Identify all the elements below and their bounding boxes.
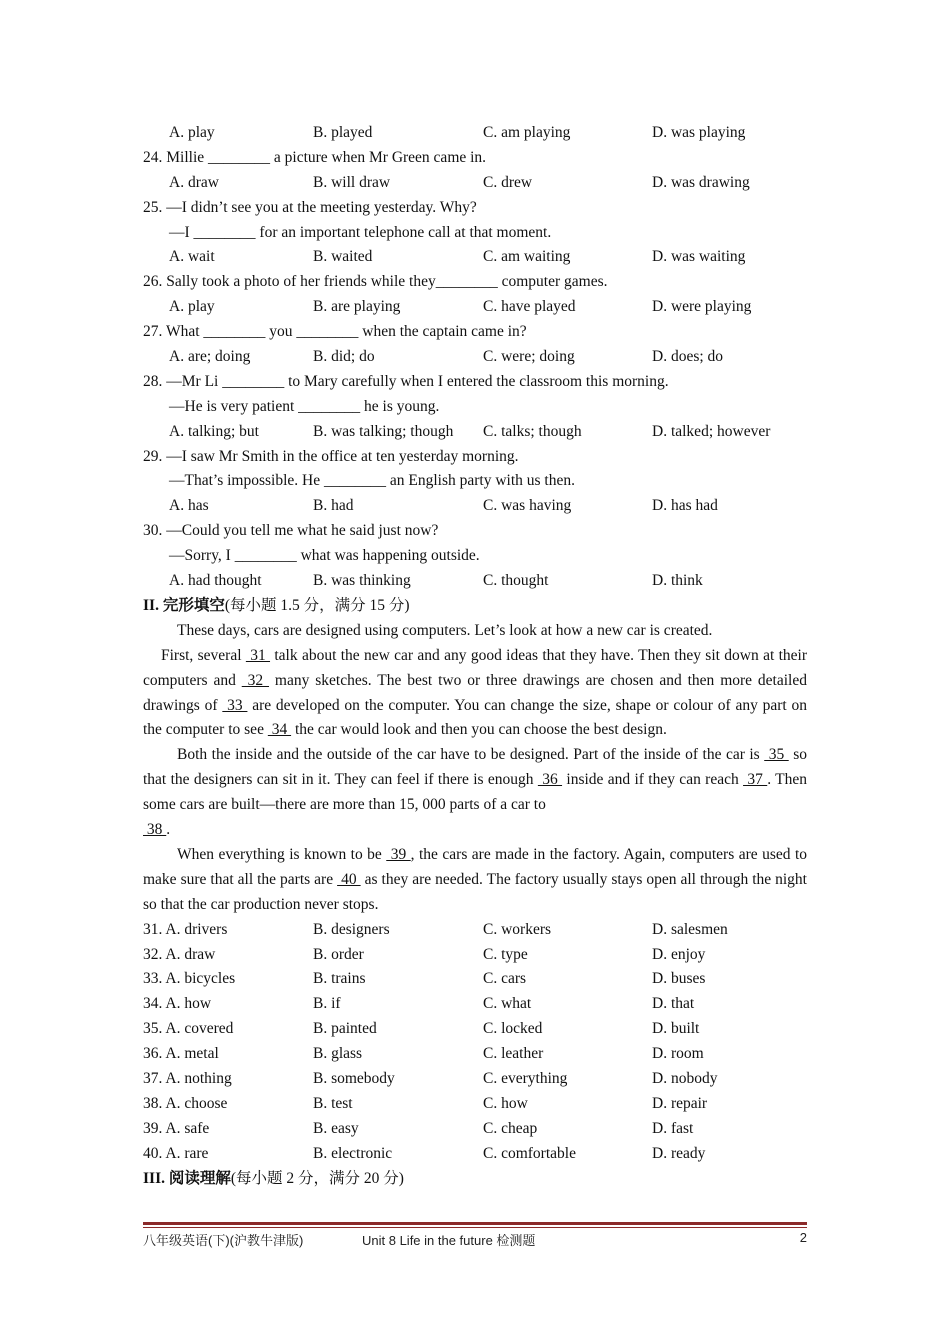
q39-option-d: D. fast	[652, 1119, 694, 1137]
q32-option-a: 32. A. draw	[143, 945, 216, 963]
footer-unit-title: Unit 8 Life in the future 检测题	[362, 1233, 536, 1248]
cloze-paragraph-2: First, several 31 talk about the new car and any good ideas that they have. Then they sit down at their computers and 32 many sketches. The best two or three drawings are chosen and then more detailed drawings of 33 are developed on the computer. You can change the size, shape or colour of any part on the computer to see 34 the car would look and then you can choose the best design.	[143, 646, 808, 739]
q23-option-b: B. played	[313, 124, 373, 141]
exam-page	[143, 121, 807, 1191]
q24-option-c: C. drew	[483, 173, 533, 191]
q36-option-c: C. leather	[483, 1045, 544, 1063]
cloze-option-row-36	[143, 1042, 807, 1067]
section-2-heading	[143, 594, 807, 619]
blank-31: 31	[245, 646, 271, 664]
q31-option-a: 31. A. drivers	[143, 920, 228, 938]
q39-option-a: 39. A. safe	[143, 1119, 210, 1137]
blank-33: 33	[222, 696, 248, 714]
q26-option-a: A. play	[169, 298, 215, 316]
page-footer	[143, 1230, 807, 1250]
q40-option-a: 40. A. rare	[143, 1144, 209, 1162]
q28-stem: 28. —Mr Li ________ to Mary carefully when I entered the classroom this morning.	[143, 372, 669, 390]
q37-option-c: C. everything	[483, 1070, 568, 1088]
q26-option-c: C. have played	[483, 298, 576, 316]
blank-36: 36	[537, 771, 563, 789]
q27-option-b: B. did; do	[313, 348, 375, 366]
cloze-option-row-38	[143, 1092, 807, 1117]
cloze-option-row-40	[143, 1142, 807, 1167]
q38-option-b: B. test	[313, 1094, 353, 1112]
q29-stem: 29. —I saw Mr Smith in the office at ten yesterday morning.	[143, 447, 519, 465]
q29-options	[143, 494, 807, 519]
section-2-title: II. 完形填空	[143, 596, 225, 614]
q25-stem: 25. —I didn’t see you at the meeting yesterday. Why?	[143, 198, 477, 216]
q23-option-d: D. was playing	[652, 124, 746, 141]
cloze-paragraph-4: When everything is known to be 39 , the cars are made in the factory. Again, computers are used to make sure that all the parts are 40 as they are needed. The factory usually stays open all through the night so that the car production never stops.	[143, 845, 808, 913]
blank-34: 34	[267, 721, 292, 739]
footer-book-title: 八年级英语(下)(沪教牛津版)	[143, 1233, 304, 1248]
blank-37: 37	[743, 771, 768, 789]
q30-option-a: A. had thought	[169, 572, 262, 590]
q40-option-d: D. ready	[652, 1144, 706, 1162]
q30-option-b: B. was thinking	[313, 572, 411, 590]
q33-option-a: 33. A. bicycles	[143, 970, 236, 988]
q27-option-a: A. are; doing	[169, 348, 251, 366]
cloze-option-row-33	[143, 967, 807, 992]
q25-option-d: D. was waiting	[652, 248, 746, 266]
q32-option-b: B. order	[313, 945, 364, 963]
q27-stem: 27. What ________ you ________ when the captain came in?	[143, 323, 527, 341]
q36-option-d: D. room	[652, 1045, 704, 1063]
blank-35: 35	[764, 746, 789, 764]
q30-option-d: D. think	[652, 572, 703, 590]
q23-options	[143, 121, 807, 146]
q28-option-c: C. talks; though	[483, 422, 582, 440]
q28-option-a: A. talking; but	[169, 422, 259, 440]
cloze-option-row-35	[143, 1017, 807, 1042]
q23-option-a: A. play	[169, 124, 215, 141]
q40-option-b: B. electronic	[313, 1144, 393, 1162]
q35-option-b: B. painted	[313, 1020, 377, 1038]
q24-option-a: A. draw	[169, 173, 219, 191]
q24-option-d: D. was drawing	[652, 173, 750, 191]
section-3-title: III. 阅读理解	[143, 1169, 231, 1187]
q25-option-c: C. am waiting	[483, 248, 571, 266]
q31-option-b: B. designers	[313, 920, 390, 938]
q24-options	[143, 171, 807, 196]
blank-39: 39	[386, 845, 411, 863]
q33-option-d: D. buses	[652, 970, 706, 988]
q28-option-d: D. talked; however	[652, 422, 771, 440]
q34-option-c: C. what	[483, 995, 532, 1013]
cloze-option-row-34	[143, 992, 807, 1017]
q33-option-b: B. trains	[313, 970, 366, 988]
q29-option-c: C. was having	[483, 497, 572, 515]
q35-option-c: C. locked	[483, 1020, 543, 1038]
q37-option-d: D. nobody	[652, 1070, 718, 1088]
q26-option-b: B. are playing	[313, 298, 401, 316]
page-number: 2	[799, 1230, 807, 1245]
q33-option-c: C. cars	[483, 970, 527, 988]
q31-option-c: C. workers	[483, 920, 552, 938]
q36-option-a: 36. A. metal	[143, 1045, 219, 1063]
q38-option-c: C. how	[483, 1094, 528, 1112]
q24-option-b: B. will draw	[313, 173, 391, 191]
q28-stem-reply: —He is very patient ________ he is young.	[169, 397, 440, 415]
q38-option-a: 38. A. choose	[143, 1094, 228, 1112]
q34-option-b: B. if	[313, 995, 341, 1013]
q27-options	[143, 345, 807, 370]
q32-option-c: C. type	[483, 945, 528, 963]
q23-option-c: C. am playing	[483, 124, 571, 141]
cloze-paragraph-1: These days, cars are designed using computers. Let’s look at how a new car is created.	[177, 621, 713, 639]
q28-options	[143, 420, 807, 445]
section-3-heading	[143, 1167, 807, 1192]
q26-stem: 26. Sally took a photo of her friends while they________ computer games.	[143, 273, 608, 291]
q39-option-b: B. easy	[313, 1119, 359, 1137]
q31-option-d: D. salesmen	[652, 920, 728, 938]
q25-stem-reply: —I ________ for an important telephone call at that moment.	[169, 223, 552, 241]
q34-option-a: 34. A. how	[143, 995, 212, 1013]
q40-option-c: C. comfortable	[483, 1144, 576, 1162]
q30-stem-reply: —Sorry, I ________ what was happening outside.	[169, 547, 480, 565]
q25-option-b: B. waited	[313, 248, 373, 266]
blank-40: 40	[337, 870, 361, 888]
cloze-option-row-37	[143, 1067, 807, 1092]
cloze-option-row-32	[143, 943, 807, 968]
footer-rule-thick	[143, 1222, 807, 1225]
blank-32: 32	[241, 671, 270, 689]
q32-option-d: D. enjoy	[652, 945, 706, 963]
q34-option-d: D. that	[652, 995, 695, 1013]
q24-stem: 24. Millie ________ a picture when Mr Green came in.	[143, 148, 487, 166]
q27-option-d: D. does; do	[652, 348, 724, 366]
q30-stem: 30. —Could you tell me what he said just now?	[143, 522, 439, 540]
q30-options	[143, 569, 807, 594]
q29-option-d: D. has had	[652, 497, 718, 515]
blank-38: 38	[143, 821, 167, 839]
q26-options	[143, 295, 807, 320]
cloze-option-row-39	[143, 1117, 807, 1142]
section-3-note: (每小题 2 分，满分 20 分)	[230, 1169, 404, 1187]
q30-option-c: C. thought	[483, 572, 549, 590]
q29-option-b: B. had	[313, 497, 354, 515]
q27-option-c: C. were; doing	[483, 348, 575, 366]
q29-option-a: A. has	[169, 497, 209, 515]
q25-option-a: A. wait	[169, 248, 215, 266]
q37-option-a: 37. A. nothing	[143, 1070, 232, 1088]
cloze-paragraph-3: Both the inside and the outside of the car have to be designed. Part of the inside of the car is 35 so that the designers can sit in it. They can feel if there is enough 36 inside and if they can reach 37 . Then some cars are built—there are more than 15, 000 parts of a car to 38 .	[143, 746, 808, 839]
cloze-option-row-31	[143, 918, 807, 943]
q29-stem-reply: —That’s impossible. He ________ an English party with us then.	[169, 472, 575, 490]
q38-option-d: D. repair	[652, 1094, 708, 1112]
q28-option-b: B. was talking; though	[313, 422, 454, 440]
q35-option-d: D. built	[652, 1020, 700, 1038]
q37-option-b: B. somebody	[313, 1070, 395, 1088]
q25-options	[143, 245, 807, 270]
q39-option-c: C. cheap	[483, 1119, 538, 1137]
q36-option-b: B. glass	[313, 1045, 363, 1063]
section-2-note: (每小题 1.5 分，满分 15 分)	[224, 596, 410, 614]
q35-option-a: 35. A. covered	[143, 1020, 234, 1038]
q26-option-d: D. were playing	[652, 298, 752, 316]
footer-rule-thin	[143, 1227, 807, 1228]
